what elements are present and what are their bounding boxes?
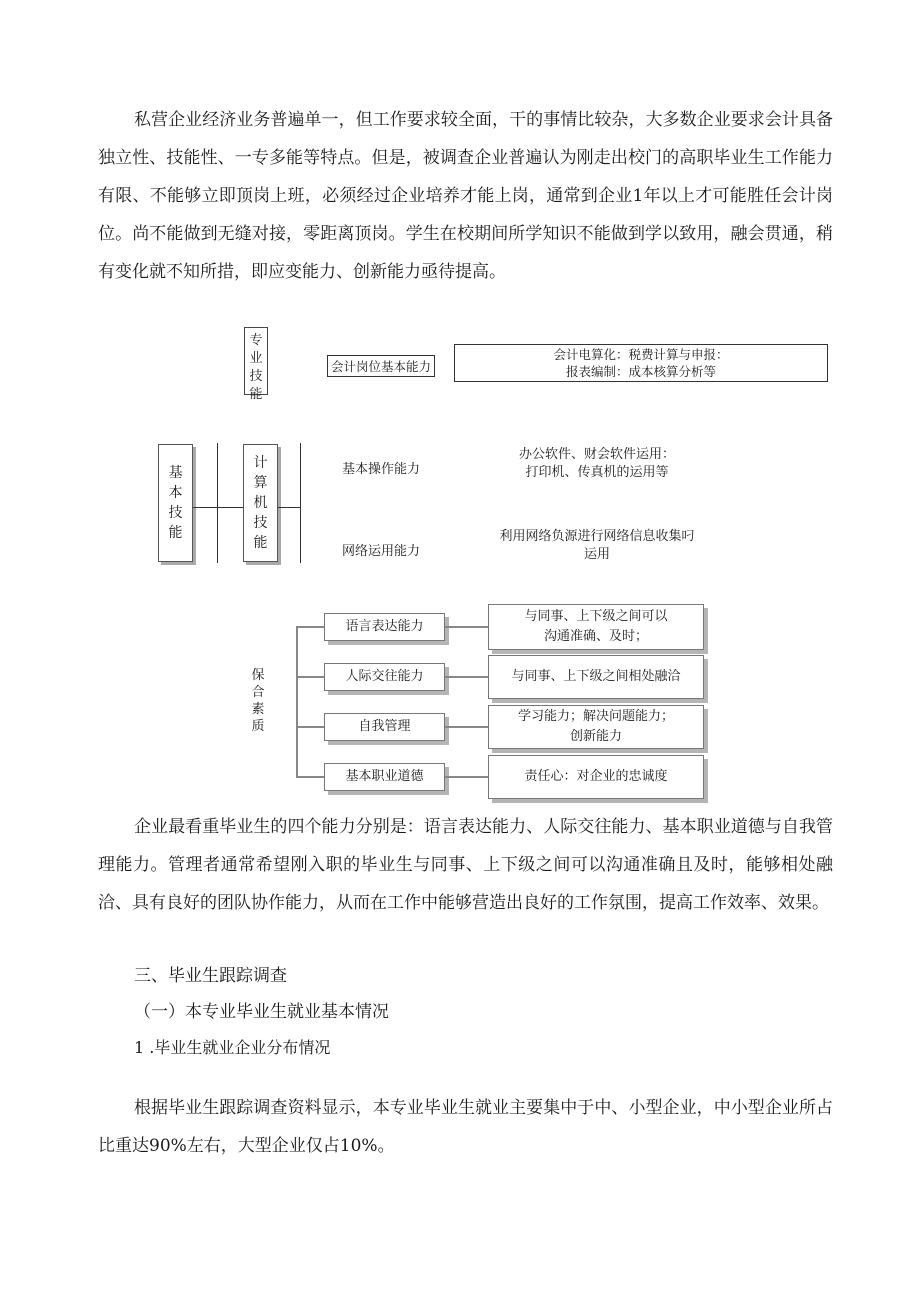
professional-skills-box	[244, 327, 268, 402]
basic-operation-desc-line2: 打印机、传真机的运用等	[525, 465, 669, 480]
quality-desc-box	[488, 755, 704, 799]
accounting-desc-line1: 会计电算化：税费计算与申报：	[553, 347, 729, 362]
quality-item-box	[324, 713, 445, 741]
quality-item-label: 人际交往能力	[345, 669, 424, 684]
connector-line	[278, 507, 300, 508]
quality-desc-line2: 沟通准确、及时；	[543, 629, 648, 644]
intro-paragraph: 私营企业经济业务普遍单一，但工作要求较全面，干的事情比较杂，大多数企业要求会计具备独立性、技能性、一专多能等特点。但是，被调查企业普遍认为刚走出校门的高职毕业生工作能力有限、不能够立即顶岗上班，必须经过企业培养才能上岗，通常到企业1年以上才可能胜任会计岗位。尚不能做到无缝对接，零距离顶岗。学生在校期间所学知识不能做到学以致用，融会贯通，稍有变化就不知所措，即应变能力、创新能力亟待提高。	[98, 110, 833, 282]
connector-line	[445, 676, 488, 678]
connector-line	[445, 626, 488, 628]
section-heading: 三、毕业生跟踪调查	[134, 966, 287, 986]
connector-line	[445, 726, 488, 728]
network-usage-desc	[488, 528, 706, 564]
sub-subsection-heading: 1 .毕业生就业企业分布情况	[134, 1038, 331, 1057]
quality-item-label: 自我管理	[358, 719, 411, 734]
network-usage-desc-line1: 利用网络负源进行网络信息收集叼	[499, 529, 695, 544]
connector-line	[445, 776, 488, 778]
computer-skills-box	[243, 444, 278, 562]
connector-line	[296, 626, 324, 628]
connector-line	[296, 776, 324, 778]
connector-line	[296, 726, 324, 728]
quality-desc-line1: 与同事、上下级之间可以	[524, 609, 668, 624]
quality-item-label: 语言表达能力	[345, 619, 424, 634]
accounting-ability-box	[327, 355, 435, 377]
quality-desc-box	[488, 705, 704, 749]
connector-line	[296, 676, 324, 678]
quality-desc-line1: 与同事、上下级之间相处融洽	[511, 669, 681, 684]
quality-desc-line2: 创新能力	[569, 729, 622, 744]
professional-skills-label: 专业技能	[249, 333, 263, 402]
basic-operation-desc	[488, 446, 706, 482]
ability-paragraph: 企业最看重毕业生的四个能力分别是：语言表达能力、人际交往能力、基本职业道德与自我管理能力。管理者通常希望刚入职的毕业生与同事、上下级之间可以沟通准确且及时，能够相处融洽、具有良好的团队协作能力，从而在工作中能够营造出良好的工作氛围，提高工作效率、效果。	[98, 817, 833, 913]
basic-skills-label: 基本技能	[168, 465, 183, 541]
basic-skills-box	[158, 444, 193, 562]
accounting-ability-label: 会计岗位基本能力	[330, 359, 431, 374]
network-usage-label: 网络运用能力	[342, 544, 421, 559]
quality-desc-line1: 责任心：对企业的忠诚度	[524, 769, 668, 784]
accounting-desc-line2: 报表编制：成本核算分析等	[565, 364, 716, 379]
connector-line	[193, 507, 243, 508]
quality-item-box	[324, 763, 445, 791]
comprehensive-quality-label: 保合素质	[251, 668, 265, 734]
quality-item-label: 基本职业道德	[345, 769, 424, 784]
basic-operation-desc-line1: 办公软件、财会软件运用：	[518, 447, 675, 462]
quality-item-box	[324, 613, 445, 641]
quality-desc-box	[488, 604, 704, 650]
connector-line	[300, 443, 301, 563]
distribution-paragraph: 根据毕业生跟踪调查资料显示，本专业毕业生就业主要集中于中、小型企业，中小型企业所占比重达90%左右，大型企业仅占10%。	[98, 1098, 833, 1156]
accounting-ability-desc-box	[454, 344, 828, 382]
connector-line	[296, 626, 298, 777]
basic-operation-label: 基本操作能力	[342, 462, 421, 477]
network-usage-desc-line2: 运用	[583, 547, 610, 562]
computer-skills-label: 计算机技能	[253, 455, 268, 551]
quality-item-box	[324, 663, 445, 691]
quality-desc-box	[488, 655, 704, 699]
quality-desc-line1: 学习能力；解决问题能力；	[517, 709, 674, 724]
connector-line	[217, 443, 218, 563]
subsection-heading: （一）本专业毕业生就业基本情况	[134, 1002, 389, 1022]
